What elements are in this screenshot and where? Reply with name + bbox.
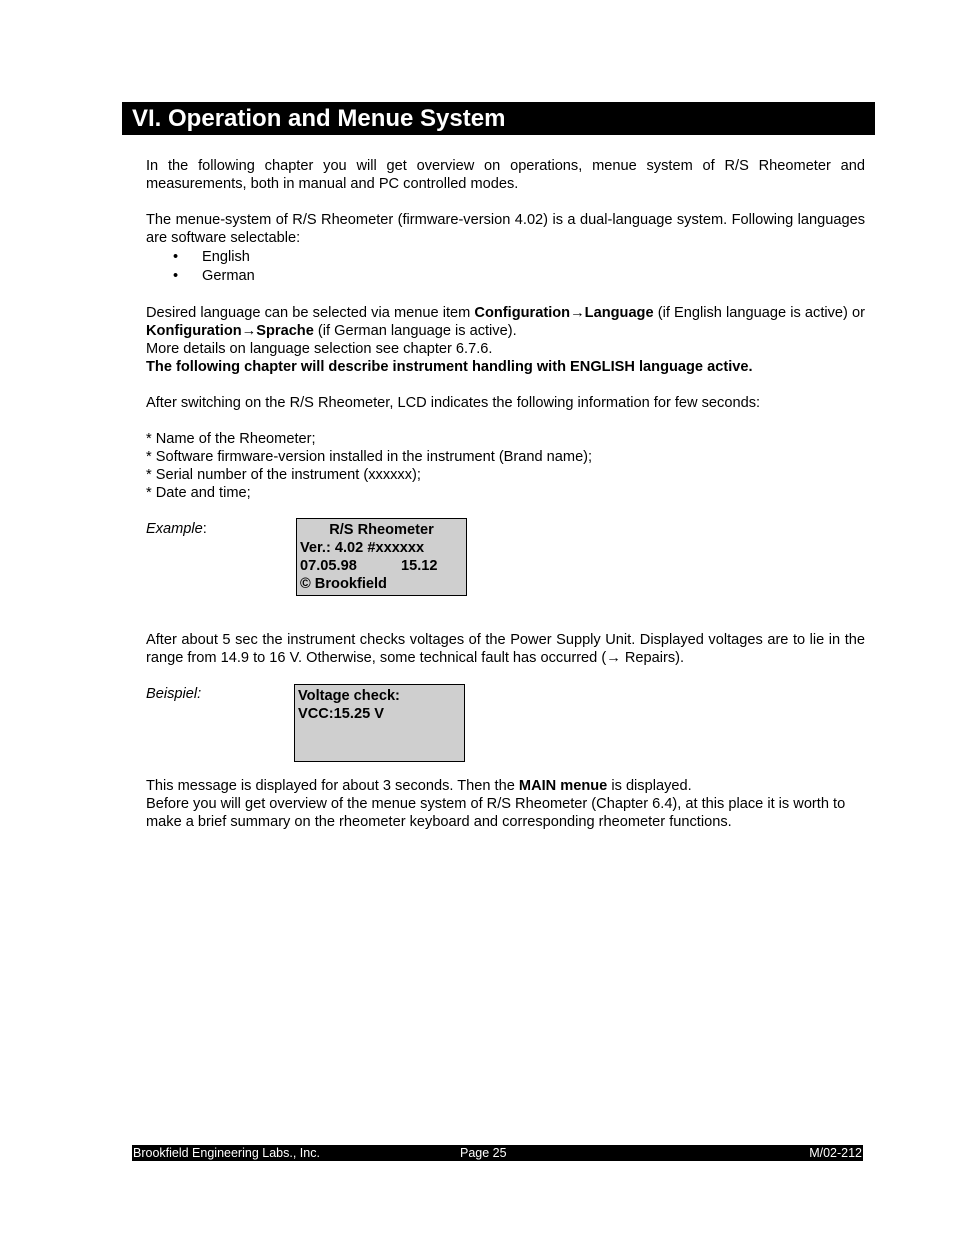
english-note: The following chapter will describe instrument handling with ENGLISH language active. bbox=[146, 359, 753, 375]
voltage-paragraph: After about 5 sec the instrument checks voltages of the Power Supply Unit. Displayed voltages are to lie in the range from 14.9 to 16 V. Otherwise, some technical fault has occurred (→ Repairs). bbox=[146, 632, 865, 666]
beispiel-row bbox=[146, 685, 865, 777]
list-item: • English bbox=[173, 249, 250, 265]
beispiel-label: Beispiel: bbox=[146, 686, 202, 702]
list-item: * Date and time; bbox=[146, 485, 251, 501]
intro-paragraph: In the following chapter you will get overview on operations, menue system of R/S Rheometer and measurements, both in manual and PC controlled modes. bbox=[146, 158, 865, 192]
chapter-heading: VI. Operation and Menue System bbox=[122, 102, 875, 135]
lcd-line: Voltage check: bbox=[298, 688, 400, 704]
lcd-display-startup bbox=[296, 518, 467, 596]
summary-paragraph: Before you will get overview of the menue system of R/S Rheometer (Chapter 6.4), at this place it is worth to make a brief summary on the rheometer keyboard and corresponding rheometer functions. bbox=[146, 796, 846, 830]
arrow-icon: → bbox=[241, 323, 257, 339]
list-item: • German bbox=[173, 268, 255, 284]
footer-page-number: Page 25 bbox=[460, 1146, 507, 1160]
arrow-icon: → bbox=[570, 305, 585, 321]
switch-on-paragraph: After switching on the R/S Rheometer, LCD indicates the following information for few seconds: bbox=[146, 395, 761, 411]
example-row bbox=[146, 520, 865, 631]
example-label: Example: bbox=[146, 521, 207, 537]
page-footer bbox=[132, 1145, 863, 1161]
arrow-icon: → bbox=[606, 650, 621, 666]
lcd-display-voltage bbox=[294, 684, 465, 762]
lcd-line: Ver.: 4.02 #xxxxxx bbox=[300, 540, 425, 556]
menue-system-paragraph: The menue-system of R/S Rheometer (firmware-version 4.02) is a dual-language system. Following languages are software selectable: bbox=[146, 212, 865, 246]
language-list bbox=[146, 248, 865, 286]
main-menue-paragraph: This message is displayed for about 3 seconds. Then the MAIN menue is displayed. bbox=[146, 778, 692, 794]
footer-company: Brookfield Engineering Labs., Inc. bbox=[133, 1146, 320, 1160]
bullet-icon: • bbox=[173, 249, 179, 265]
page-body bbox=[146, 157, 865, 831]
language-more-details: More details on language selection see chapter 6.7.6. bbox=[146, 341, 493, 357]
bullet-icon: • bbox=[173, 268, 179, 284]
footer-doc-code: M/02-212 bbox=[809, 1146, 862, 1160]
list-item: * Name of the Rheometer; bbox=[146, 431, 316, 447]
lcd-line: © Brookfield bbox=[300, 576, 387, 592]
lcd-line: VCC:15.25 V bbox=[298, 706, 384, 722]
lcd-line: 07.05.98 15.12 bbox=[300, 558, 438, 574]
language-select-paragraph: Desired language can be selected via menue item Configuration→Language (if English language is active) or Konfiguration→Sprache (if German language is active). bbox=[146, 305, 865, 339]
list-item: * Software firmware-version installed in the instrument (Brand name); bbox=[146, 449, 593, 465]
lcd-line: R/S Rheometer bbox=[329, 522, 434, 538]
list-item: * Serial number of the instrument (xxxxxx); bbox=[146, 467, 421, 483]
